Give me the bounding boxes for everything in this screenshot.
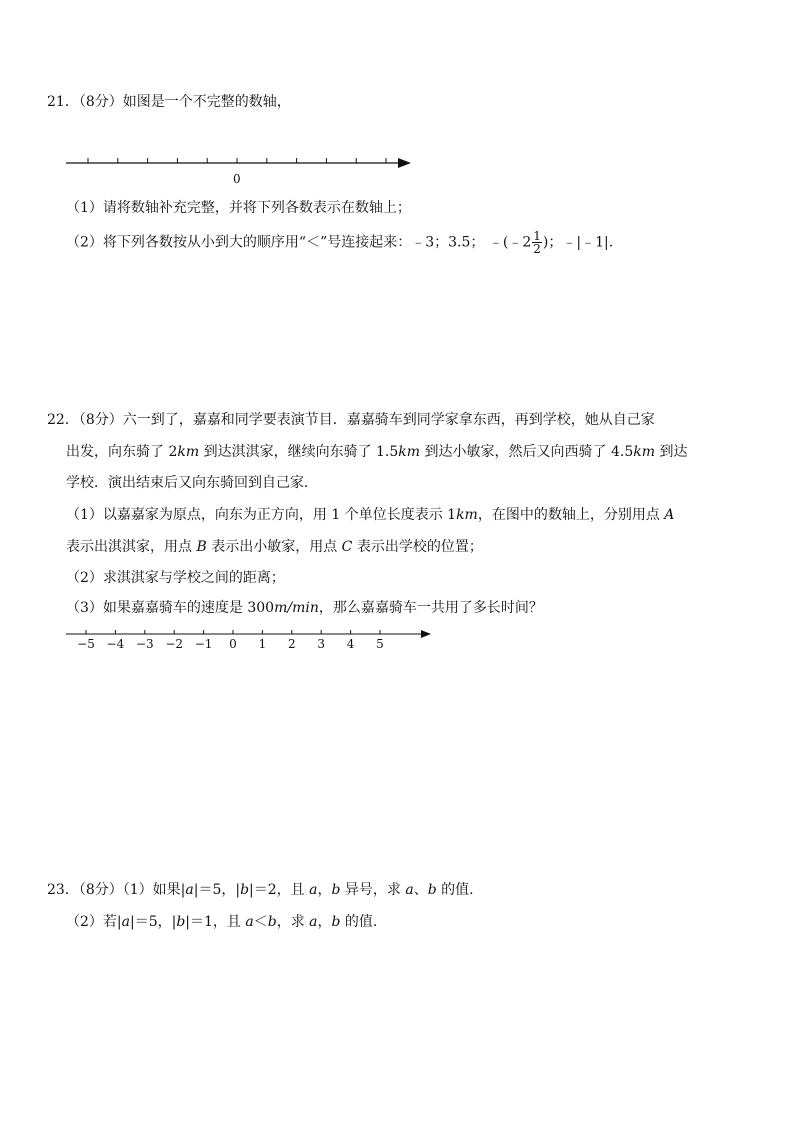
q22-tick-label: 5: [376, 637, 384, 651]
q22-part1-text-e: 表示出淇淇家，用点: [66, 539, 197, 555]
q21-number: 21．: [47, 94, 79, 110]
q22-tick-label: 3: [317, 637, 326, 651]
q23-p2-a: （2）若|: [66, 914, 122, 930]
q22-part3-text-c: ，那么嘉嘉骑车一共用了多长时间？: [318, 600, 543, 616]
q22-axis-arrow: [421, 630, 431, 638]
q22-tick-label: 1: [258, 637, 267, 651]
q23-p1-k: 、: [413, 882, 428, 898]
q23-p2-var-b: b: [176, 914, 186, 930]
q23-p2-var-a2: a: [245, 914, 254, 930]
q23-p1-var-b2: b: [331, 882, 341, 898]
q22-part1-text-c: ，在图中的数轴上，分别用点: [477, 507, 665, 523]
q22-number: 22．: [47, 412, 79, 428]
q22-part1-text-a: （1）以嘉嘉家为原点，向东为正方向，用 1 个单位长度表示 1: [66, 507, 457, 523]
q21-intro: 如图是一个不完整的数轴，: [122, 94, 291, 110]
q22-part1-text-g: 表示出小敏家，用点: [206, 539, 342, 555]
q23-number: 23．: [47, 882, 79, 898]
q22-tick-label: 0: [229, 637, 237, 651]
q21-part2-number: （2）: [66, 234, 103, 251]
q21-tail: )；﹣|﹣1|.: [542, 234, 614, 251]
q22-text-2a: 出发，向东骑了 2: [66, 444, 178, 460]
q23-p1-g: ，: [317, 882, 332, 898]
q22-text-2g: 到达: [655, 444, 688, 460]
q22-tick-label: 2: [287, 637, 296, 651]
q22-part1-text-i: 表示出学校的位置；: [352, 539, 483, 555]
q22-unit-km-1: km: [177, 444, 200, 460]
q22-tick-label: −3: [135, 637, 154, 651]
q22-tick-label: −5: [77, 637, 95, 651]
q22-text-1: 六一到了，嘉嘉和同学要表演节目．嘉嘉骑车到同学家拿东西，再到学校，她从自己家: [122, 412, 655, 428]
q21-neg-mixed: ﹣(﹣2: [488, 234, 532, 251]
q23-p1-c: |＝5，|: [193, 882, 241, 898]
q21-fraction-denominator: 2: [533, 242, 541, 256]
q21-part1-number: （1）: [66, 200, 103, 216]
q22-unit-km-2: km: [398, 444, 421, 460]
q22-point-b: B: [196, 539, 207, 555]
q23-p1-var-a3: a: [405, 882, 414, 898]
q21-zero-label: 0: [233, 172, 241, 186]
q23-p1-var-a2: a: [309, 882, 318, 898]
q21-part1-text: 请将数轴补充完整，并将下列各数表示在数轴上；: [102, 200, 411, 216]
q22-part2-text: （2）求淇淇家与学校之间的距离；: [66, 570, 285, 586]
q22-tick-label: 4: [346, 637, 355, 651]
q22-tick-label: −4: [106, 637, 125, 651]
q22-point-c: C: [341, 539, 353, 555]
q22-ticks: [77, 630, 384, 651]
q22-tick-label: −1: [194, 637, 213, 651]
q23-p1-e: |＝2，且: [249, 882, 310, 898]
q22-part3-text-a: （3）如果嘉嘉骑车的速度是 300: [66, 600, 275, 616]
q23-p2-var-b2: b: [267, 914, 277, 930]
q22-text-3: 学校．演出结束后又向东骑回到自己家．: [66, 475, 318, 491]
q22-text-2c: 到达淇淇家，继续向东骑了 1.5: [199, 444, 399, 460]
q23-p1-var-a: a: [185, 882, 194, 898]
q22-tick-label: −2: [165, 637, 184, 651]
q23-p1-i: 异号，求: [340, 882, 406, 898]
q23-p1-a: （1）如果|: [122, 882, 186, 898]
q23-p2-k: ，: [317, 914, 332, 930]
q22-score: （8分）: [78, 412, 123, 428]
q22-speed-unit: m/min: [274, 600, 319, 616]
q23-p2-i: ，求: [276, 914, 310, 930]
q23-p1-var-b3: b: [427, 882, 437, 898]
q23-p2-c: |＝5，|: [129, 914, 177, 930]
q23-p2-g: ＜: [253, 914, 268, 930]
q23-p2-e: |＝1，且: [185, 914, 246, 930]
q23-part1: [47, 880, 474, 900]
q22-point-a: A: [664, 507, 675, 523]
q23-p2-m: 的值.: [340, 914, 378, 930]
q21-fraction-numerator: 1: [533, 229, 541, 243]
q23-p2-var-b3: b: [331, 914, 341, 930]
q22-text-2e: 到达小敏家，然后又向西骑了 4.5: [420, 444, 634, 460]
q23-p2-var-a: a: [121, 914, 130, 930]
q23-score: （8分）: [78, 882, 123, 898]
q22-unit-km-3: km: [633, 444, 655, 460]
q23-p1-var-b: b: [240, 882, 250, 898]
q21-part2-text: 将下列各数按从小到大的顺序用“＜”号连接起来：﹣3；3.5；: [102, 234, 485, 251]
q23-part2: [66, 912, 377, 932]
q21-score: （8分）: [78, 94, 123, 110]
q23-p1-m: 的值.: [436, 882, 474, 898]
q23-p2-var-a3: a: [309, 914, 318, 930]
q22-part1-unit-km: km: [456, 507, 478, 523]
